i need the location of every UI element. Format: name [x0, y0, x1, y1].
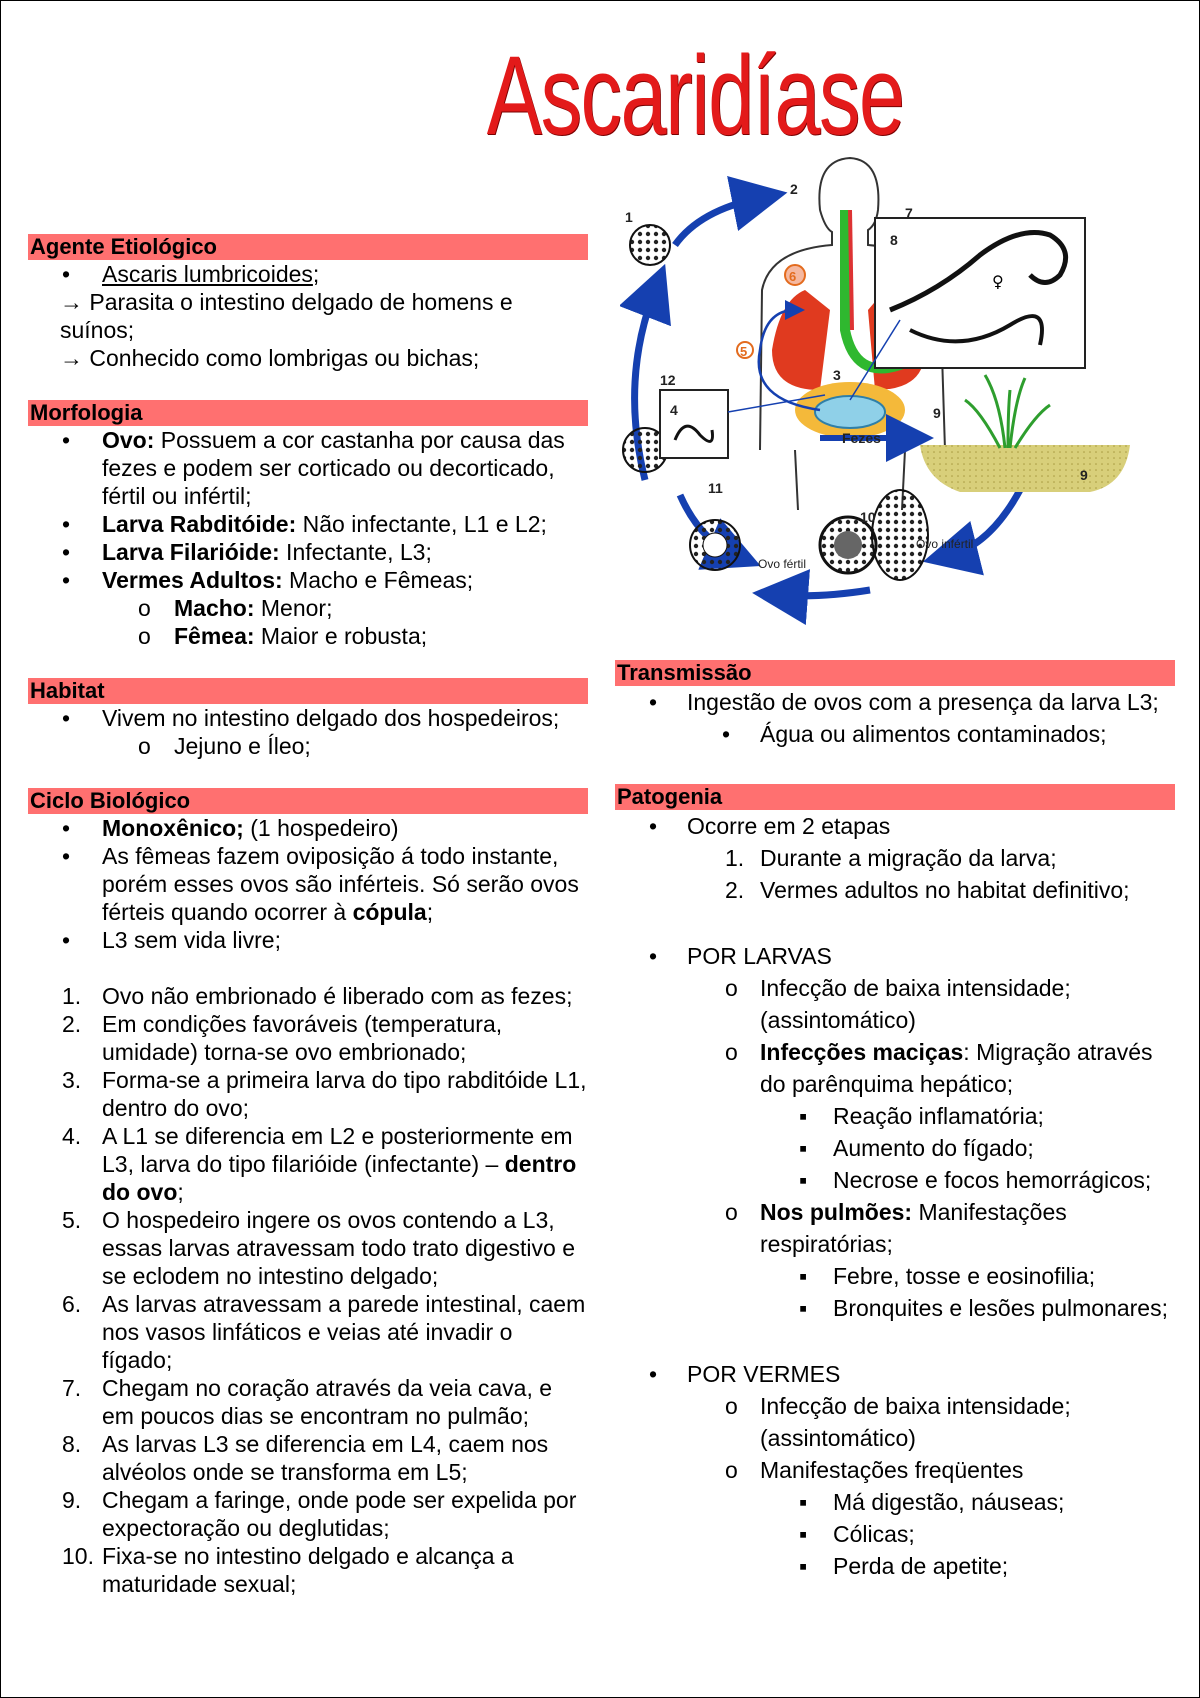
circle-bullet-icon: o: [138, 733, 151, 759]
square-bullet-icon: ▪: [799, 1103, 808, 1129]
cycle-step: 5. O hospedeiro ingere os ovos contendo a L3, essas larvas atravessam todo trato digestivo e se eclodem no intestino delgado;: [62, 1207, 576, 1289]
diagram-label: 12: [660, 372, 676, 388]
list-item: ▪ Febre, tosse e eosinofilia;: [615, 1260, 1175, 1292]
bullet-icon: •: [62, 815, 71, 841]
bullet-icon: •: [722, 721, 731, 747]
step-number: 5.: [62, 1207, 82, 1233]
bullet-icon: •: [62, 261, 71, 287]
square-bullet-icon: ▪: [799, 1489, 808, 1515]
cycle-step: 10. Fixa-se no intestino delgado e alcança a maturidade sexual;: [62, 1543, 514, 1597]
list-item: o Nos pulmões: Manifestações respiratórias;: [615, 1196, 1175, 1260]
diagram-label: 11: [708, 480, 723, 496]
step-number: 6.: [62, 1291, 82, 1317]
bullet-icon: •: [62, 427, 71, 453]
circle-bullet-icon: o: [725, 1457, 738, 1483]
list-item: ▪ Má digestão, náuseas;: [615, 1486, 1175, 1518]
page-title: Ascaridíase: [486, 33, 904, 158]
right-column: [615, 660, 1175, 1582]
adult-worm-box: [875, 218, 1085, 368]
square-bullet-icon: ▪: [799, 1135, 808, 1161]
step-number: 3.: [62, 1067, 82, 1093]
larva-box: [660, 390, 728, 458]
infertile-egg-label: Ovo infértil: [916, 537, 974, 551]
list-item: • POR LARVAS: [615, 940, 1175, 972]
diagram-label: 8: [890, 232, 898, 248]
cycle-step: 1. Ovo não embrionado é liberado com as fezes;: [62, 983, 573, 1009]
circle-bullet-icon: o: [138, 595, 151, 621]
list-item: • As fêmeas fazem oviposição á todo instante, porém esses ovos são inférteis. Só serão ovos férteis quando ocorrer à cópula;: [62, 843, 579, 925]
list-item: ▪ Reação inflamatória;: [615, 1100, 1175, 1132]
list-item: • Ocorre em 2 etapas: [615, 810, 1175, 842]
square-bullet-icon: ▪: [799, 1521, 808, 1547]
section-patogenia-heading: Patogenia: [615, 784, 1175, 810]
diagram-label: 10: [860, 509, 876, 525]
trachea: [850, 210, 852, 330]
list-item: o Macho: Menor;: [138, 595, 333, 621]
square-bullet-icon: ▪: [799, 1167, 808, 1193]
square-bullet-icon: ▪: [799, 1295, 808, 1321]
section-transmissao-heading: Transmissão: [615, 660, 1175, 686]
square-bullet-icon: ▪: [799, 1553, 808, 1579]
list-item: • L3 sem vida livre;: [62, 927, 281, 953]
list-item: o Infecções maciças: Migração através do parênquima hepático;: [615, 1036, 1175, 1100]
left-column: [28, 234, 588, 1598]
step-number: 2.: [62, 1011, 82, 1037]
square-bullet-icon: ▪: [799, 1263, 808, 1289]
bullet-icon: •: [649, 943, 658, 969]
cycle-step: 2. Em condições favoráveis (temperatura, umidade) torna-se ovo embrionado;: [62, 1011, 503, 1065]
list-item: o Fêmea: Maior e robusta;: [138, 623, 428, 649]
diagram-label: 4: [670, 402, 678, 418]
fertile-egg-label: Ovo fértil: [758, 557, 807, 571]
bullet-icon: •: [62, 567, 71, 593]
circle-bullet-icon: o: [725, 1199, 738, 1225]
cycle-step: 8. As larvas L3 se diferencia em L4, caem nos alvéolos onde se transforma em L5;: [62, 1431, 549, 1485]
egg-icon: [630, 225, 670, 265]
step-number: 1.: [62, 983, 82, 1009]
diagram-label: 6: [789, 269, 797, 284]
bullet-icon: •: [62, 843, 71, 869]
step-number: 4.: [62, 1123, 82, 1149]
cycle-step: 9. Chegam a faringe, onde pode ser expelida por expectoração ou deglutidas;: [62, 1487, 577, 1541]
bullet-icon: •: [649, 1361, 658, 1387]
cycle-arrow: [675, 198, 760, 245]
diagram-label: 5: [740, 344, 748, 359]
female-symbol: ♀: [992, 272, 1004, 291]
diagram-label: 2: [790, 181, 798, 197]
bullet-icon: •: [649, 813, 658, 839]
list-item: ▪ Cólicas;: [615, 1518, 1175, 1550]
list-item: → Parasita o intestino delgado de homens e suínos;: [60, 289, 513, 343]
cycle-arrow: [780, 590, 870, 596]
step-number: 8.: [62, 1431, 82, 1457]
bullet-icon: •: [62, 705, 71, 731]
list-item: → Conhecido como lombrigas ou bichas;: [60, 345, 480, 371]
step-number: 7.: [62, 1375, 82, 1401]
plant-icon: [965, 375, 1050, 448]
step-number: 10.: [62, 1543, 94, 1569]
list-item: o Infecção de baixa intensidade; (assintomático): [615, 1390, 1175, 1454]
circle-bullet-icon: o: [725, 1039, 738, 1065]
list-item: • Monoxênico; (1 hospedeiro): [62, 815, 399, 841]
list-item: 2. Vermes adultos no habitat definitivo;: [725, 877, 1130, 903]
cycle-step: 6. As larvas atravessam a parede intestinal, caem nos vasos linfáticos e veias até invadir o fígado;: [62, 1291, 586, 1373]
fertile-egg-icon: [820, 517, 876, 573]
list-item: • Ovo: Possuem a cor castanha por causa das fezes e podem ser corticado ou decorticado, fértil ou infértil;: [62, 427, 565, 509]
lung: [772, 290, 830, 390]
list-item: o Manifestações freqüentes: [615, 1454, 1175, 1486]
list-item: o Infecção de baixa intensidade; (assintomático): [615, 972, 1175, 1036]
diagram-label: 3: [833, 367, 841, 383]
circle-bullet-icon: o: [725, 975, 738, 1001]
diagram-label: 7: [905, 205, 913, 221]
infertile-egg-icon: [872, 490, 928, 580]
diagram-label: 9: [1080, 467, 1088, 483]
bullet-icon: •: [62, 539, 71, 565]
list-item: ▪ Aumento do fígado;: [615, 1132, 1175, 1164]
diagram-label: 9: [933, 405, 941, 421]
list-item: • Larva Rabditóide: Não infectante, L1 e L2;: [62, 511, 547, 537]
list-item: • Vivem no intestino delgado dos hospedeiros;: [62, 705, 560, 731]
cycle-step: 4. A L1 se diferencia em L2 e posteriormente em L3, larva do tipo filarióide (infectante) – dentro do ovo;: [62, 1123, 577, 1205]
bullet-icon: •: [62, 927, 71, 953]
section-ciclo-heading: Ciclo Biológico: [28, 788, 588, 814]
soil: [920, 445, 1130, 492]
list-item: o Jejuno e Íleo;: [138, 733, 311, 759]
bullet-icon: •: [62, 511, 71, 537]
list-item: 1. Durante a migração da larva;: [725, 845, 1057, 871]
list-item: • POR VERMES: [615, 1358, 1175, 1390]
list-item: • Ascaris lumbricoides;: [62, 261, 320, 287]
list-item: • Ingestão de ovos com a presença da larva L3;: [615, 686, 1175, 718]
list-item: ▪ Bronquites e lesões pulmonares;: [615, 1292, 1175, 1324]
life-cycle-diagram: [620, 150, 1180, 635]
egg-icon: [690, 520, 740, 570]
list-item: • Larva Filarióide: Infectante, L3;: [62, 539, 432, 565]
list-item: ▪ Perda de apetite;: [615, 1550, 1175, 1582]
fezes-label: Fezes: [842, 430, 881, 446]
cycle-steps-list: [28, 982, 588, 1598]
section-agente-heading: Agente Etiológico: [28, 234, 588, 260]
circle-bullet-icon: o: [138, 623, 151, 649]
step-number: 9.: [62, 1487, 82, 1513]
cycle-step: 3. Forma-se a primeira larva do tipo rabditóide L1, dentro do ovo;: [62, 1067, 587, 1121]
diagram-label: 1: [625, 209, 633, 225]
section-morfologia-heading: Morfologia: [28, 400, 588, 426]
list-item: • Água ou alimentos contaminados;: [615, 718, 1175, 750]
bullet-icon: •: [649, 689, 658, 715]
list-item: ▪ Necrose e focos hemorrágicos;: [615, 1164, 1175, 1196]
circle-bullet-icon: o: [725, 1393, 738, 1419]
section-habitat-heading: Habitat: [28, 678, 588, 704]
cycle-step: 7. Chegam no coração através da veia cava, e em poucos dias se encontram no pulmão;: [62, 1375, 553, 1429]
list-item: • Vermes Adultos: Macho e Fêmeas;: [62, 567, 474, 593]
intestine: [815, 396, 885, 428]
